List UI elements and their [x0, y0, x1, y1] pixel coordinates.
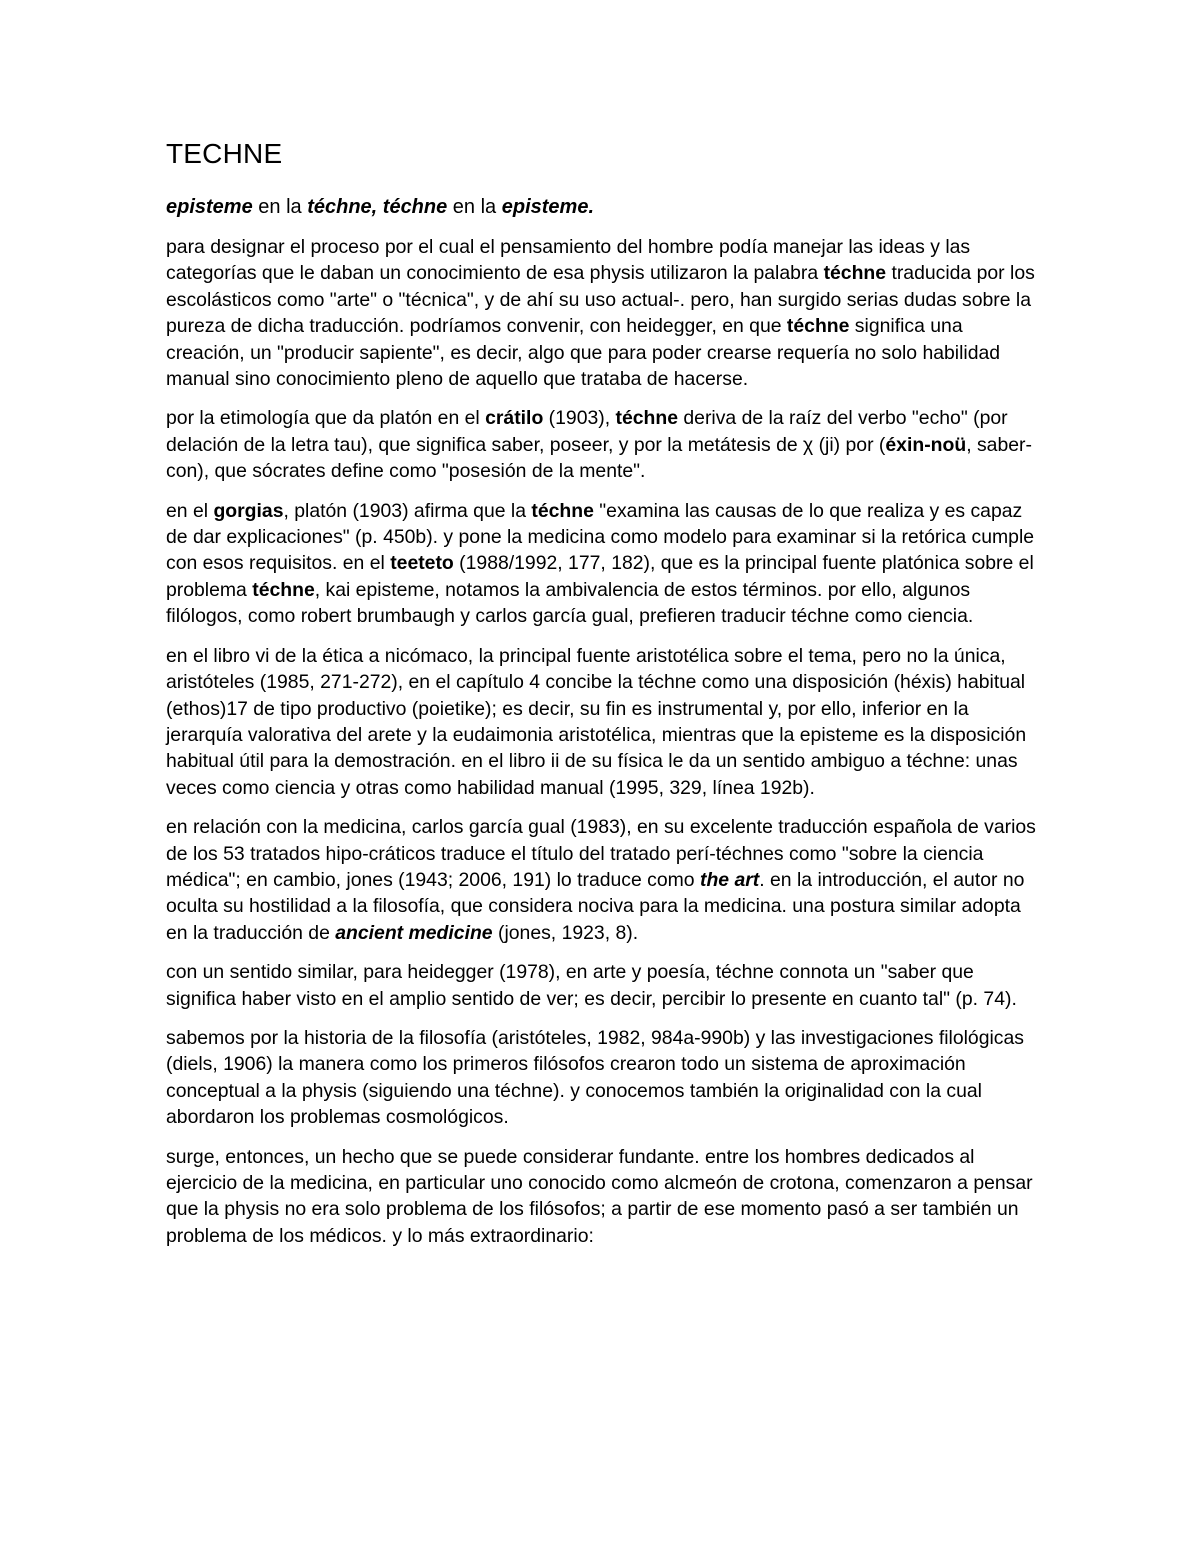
paragraph-text: , kai episteme, notamos la ambivalencia de estos términos. por ello, algunos filólogos, como robert brumbaugh y carlos garcía gual, prefieren traducir téchne como ciencia.: [166, 578, 974, 628]
paragraph-8: surge, entonces, un hecho que se puede considerar fundante. entre los hombres dedicados al ejercicio de la medicina, en particular uno conocido como alcmeón de crotona, comenzaron a pensar que la physis no era solo problema de los filósofos; a partir de ese momento pasó a ser también un problema de los médicos. y lo más extraordinario:: [166, 1145, 1033, 1247]
bold-italic-term: the art: [699, 868, 760, 891]
paragraph-text: (jones, 1923, 8).: [492, 921, 639, 944]
subtitle-term-episteme: episteme.: [501, 196, 594, 218]
document-page: [166, 136, 1046, 1262]
bold-term: téchne: [252, 578, 315, 601]
paragraph-text: deriva de la raíz del verbo "echo" (por delación de la letra tau), que significa saber, poseer, y por la metátesis de χ (ji) por (: [166, 407, 1008, 456]
paragraph-text: , saber-con), que sócrates define como "posesión de la mente".: [166, 433, 1032, 483]
bold-italic-term: ancient medicine: [335, 921, 493, 944]
bold-term: éxin-noü: [885, 433, 967, 456]
bold-term: téchne: [823, 262, 887, 285]
paragraph-5: [166, 814, 1046, 946]
subtitle-connector: en la: [447, 196, 502, 218]
paragraph-2: [166, 405, 1046, 484]
paragraph-text: . en la introducción, el autor no oculta su hostilidad a la filosofía, que considera nociva para la medicina. una postura similar adopta en la traducción de: [166, 868, 1025, 944]
paragraph-text: (1988/1992, 177, 182), que es la principal fuente platónica sobre el problema: [166, 552, 1034, 601]
bold-term: téchne: [786, 315, 850, 338]
paragraph-text: significa una creación, un "producir sapiente", es decir, algo que para poder crearse requería no solo habilidad manual sino conocimiento pleno de aquello que trataba de hacerse.: [166, 315, 1001, 391]
paragraph-text: por la etimología que da platón en el: [166, 407, 486, 430]
paragraph-text: en el: [166, 499, 214, 522]
document-title: TECHNE: [166, 138, 283, 169]
bold-term: téchne: [615, 407, 679, 430]
paragraph-text: (1903),: [543, 407, 616, 430]
paragraph-7: sabemos por la historia de la filosofía (aristóteles, 1982, 984a-990b) y las investigaciones filológicas (diels, 1906) la manera como los primeros filósofos crearon todo un sistema de aproximación conceptual a la physis (siguiendo una téchne). y conocemos también la originalidad con la cual abordaron los problemas cosmológicos.: [166, 1026, 1024, 1129]
bold-term: crátilo: [485, 407, 544, 430]
paragraph-1: [166, 234, 1046, 392]
paragraph-text: , platón (1903) afirma que la: [283, 499, 532, 522]
bold-term: teeteto: [390, 552, 454, 575]
subtitle-term-techne: téchne, téchne: [307, 196, 448, 218]
paragraph-3: [166, 498, 1046, 630]
paragraph-text: "examina las causas de lo que realiza y es capaz de dar explicaciones" (p. 450b). y pone la medicina como modelo para examinar si la retórica cumple con esos requisitos. en el: [166, 499, 1035, 575]
paragraph-4: en el libro vi de la ética a nicómaco, la principal fuente aristotélica sobre el tema, pero no la única, aristóteles (1985, 271-272), en el capítulo 4 concibe la téchne como una disposición (héxis) habitual (ethos)17 de tipo productivo (poietike); es decir, su fin es instrumental y, por ello, inferior en la jerarquía valorativa del arete y la eudaimonia aristotélica, mientras que la episteme es la disposición habitual útil para la demostración. en el libro ii de su física le da un sentido ambiguo a téchne: unas veces como ciencia y otras como habilidad manual (1995, 329, línea 192b).: [166, 644, 1027, 799]
paragraph-text: para designar el proceso por el cual el pensamiento del hombre podía manejar las ideas y las categorías que le daban un conocimiento de esa physis utilizaron la palabra: [166, 236, 971, 285]
bold-term: gorgias: [213, 499, 284, 522]
document-subtitle: [166, 194, 1046, 220]
subtitle-term-episteme: episteme: [166, 196, 253, 218]
subtitle-connector: en la: [252, 196, 308, 218]
paragraph-text: en relación con la medicina, carlos garcía gual (1983), en su excelente traducción española de varios de los 53 tratados hipo-cráticos traduce el título del tratado perí-téchnes como "sobre la ciencia médica"; en cambio, jones (1943; 2006, 191) lo traduce como: [166, 816, 1036, 891]
paragraph-text: traducida por los escolásticos como "arte" o "técnica", y de ahí su uso actual-. pero, han surgido serias dudas sobre la pureza de dicha traducción. podríamos convenir, con heidegger, en que: [166, 262, 1035, 338]
bold-term: téchne: [531, 499, 594, 522]
paragraph-6: con un sentido similar, para heidegger (1978), en arte y poesía, téchne connota un "saber que significa haber visto en el amplio sentido de ver; es decir, percibir lo presente en cuanto tal" (p. 74).: [166, 961, 1017, 1010]
